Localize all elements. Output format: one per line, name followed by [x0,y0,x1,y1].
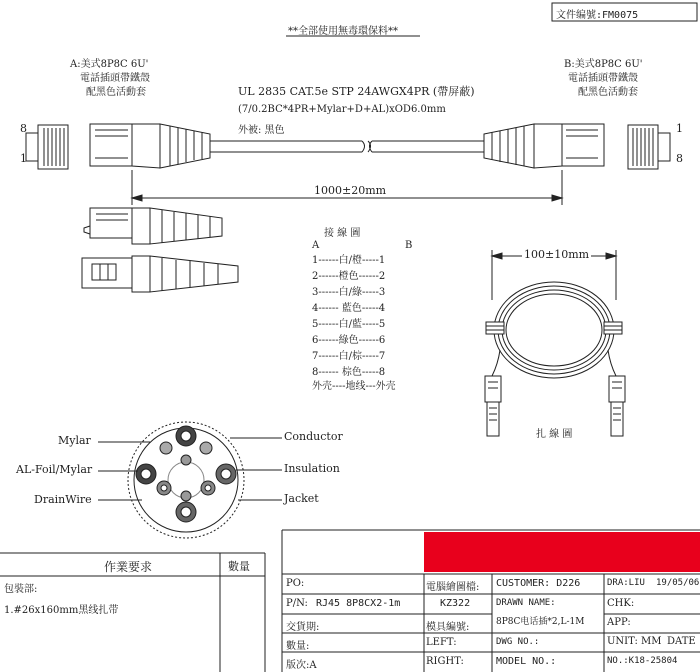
wiring-title: 接 線 圖 [324,228,361,239]
wiring-row-4: 4------ 藍色-----4 [312,303,386,314]
pair-left [136,464,156,484]
tb-quantity: 數量: [286,641,310,652]
wiring-row-2: 2------橙色------2 [312,271,386,282]
left-connector-label-1: A:美式8P8C 6U' [70,59,149,70]
tb-mold-no: 模具編號: [426,622,470,633]
label-drain-wire: DrainWire [34,493,92,506]
tb-dwg-no: DWG NO.: [496,637,540,647]
left-connector-label-3: 配黑色活動套 [86,87,146,98]
wiring-row-5: 5------白/藍-----5 [312,319,386,330]
tb-po: PO: [286,578,305,589]
label-conductor: Conductor [284,430,343,443]
cable-spec-2: (7/0.2BC*4PR+Mylar+D+AL)xOD6.0mm [238,104,446,115]
tb-delivery: 交貨期: [286,622,320,633]
tb-customer: CUSTOMER: D226 [496,578,581,589]
wiring-row-7: 7------白/棕-----7 [312,351,386,362]
connector-sketch-top [84,208,222,244]
tb-drawing-file-label: 電腦繪圖檔: [426,582,480,593]
wiring-row-3: 3------白/綠-----3 [312,287,386,298]
red-highlight-block [424,532,700,572]
tb-drawing-file-value: KZ322 [440,598,471,609]
tb-app: APP: [607,617,631,628]
tb-unit: UNIT: MM [607,636,662,647]
left-connector-label-2: 電話插頭帶鐵殼 [80,73,150,84]
right-connector-label-1: B:美式8P8C 6U' [564,59,643,70]
doc-number: 文件编號:FM0075 [556,10,639,21]
label-al-foil: AL-Foil/Mylar [16,463,93,476]
header-note: **全部使用無毒環保料** [288,26,398,37]
cable-line [210,141,484,152]
coil-length-label: 100±10mm [524,248,590,261]
tb-left: LEFT: [426,637,457,648]
label-insulation: Insulation [284,462,340,475]
work-req-packaging: 包裝部: [4,584,38,595]
cable-cross-section [98,422,282,538]
tb-date: DATE [667,636,696,647]
wiring-row-shield: 外壳----地线---外壳 [312,381,396,392]
tb-pn-label: P/N: [286,598,308,609]
cable-spec-3: 外被: 黑色 [238,125,285,136]
wiring-col-a: A [312,240,320,251]
coil-drawing [485,250,625,436]
right-connector-end-view [628,125,670,169]
tb-no: NO.:K18-25804 [607,656,678,666]
coil-caption: 扎 線 圖 [536,429,573,440]
tb-drawn-name-label: DRAWN NAME: [496,598,556,608]
tb-model-no: MODEL NO.: [496,656,557,667]
cable-spec-1: UL 2835 CAT.5e STP 24AWGX4PR (帶屏蔽) [238,85,475,98]
wiring-row-8: 8------ 棕色-----8 [312,367,386,378]
label-jacket: Jacket [284,492,319,505]
right-connector-label-3: 配黑色活動套 [578,87,638,98]
wiring-row-6: 6------綠色------6 [312,335,386,346]
tb-dra: DRA:LIU [607,578,645,588]
label-mylar: Mylar [58,434,91,447]
work-req-qty-header: 數量 [228,560,250,573]
tb-dra-date: 19/05/06 [656,578,700,588]
connector-sketch-bottom [82,256,238,292]
right-connector-label-2: 電話插頭帶鐵殼 [568,73,638,84]
right-connector-side-view [484,124,604,168]
left-connector-end-view [26,125,68,169]
tb-drawn-name-value: 8P8C电话插*2,L-1M [496,617,585,627]
tb-pn-value: RJ45 8P8CX2-1m [316,598,401,609]
tb-chk: CHK: [607,598,635,609]
tb-right: RIGHT: [426,656,464,667]
wiring-col-b: B [405,240,413,251]
left-connector-side-view [90,124,210,168]
length-label: 1000±20mm [314,184,387,197]
left-pin-top: 8 [20,122,27,135]
pair-top [176,426,196,446]
tb-version: 版次:A [286,660,317,671]
pair-bottom [176,502,196,522]
work-req-title: 作業要求 [104,560,153,574]
left-pin-bottom: 1 [20,152,27,165]
right-pin-bottom: 8 [676,152,683,165]
wiring-row-1: 1------白/橙-----1 [312,255,386,266]
pair-right [216,464,236,484]
work-req-item-1: 1.#26x160mm黑线扎带 [4,605,119,616]
right-pin-top: 1 [676,122,683,135]
